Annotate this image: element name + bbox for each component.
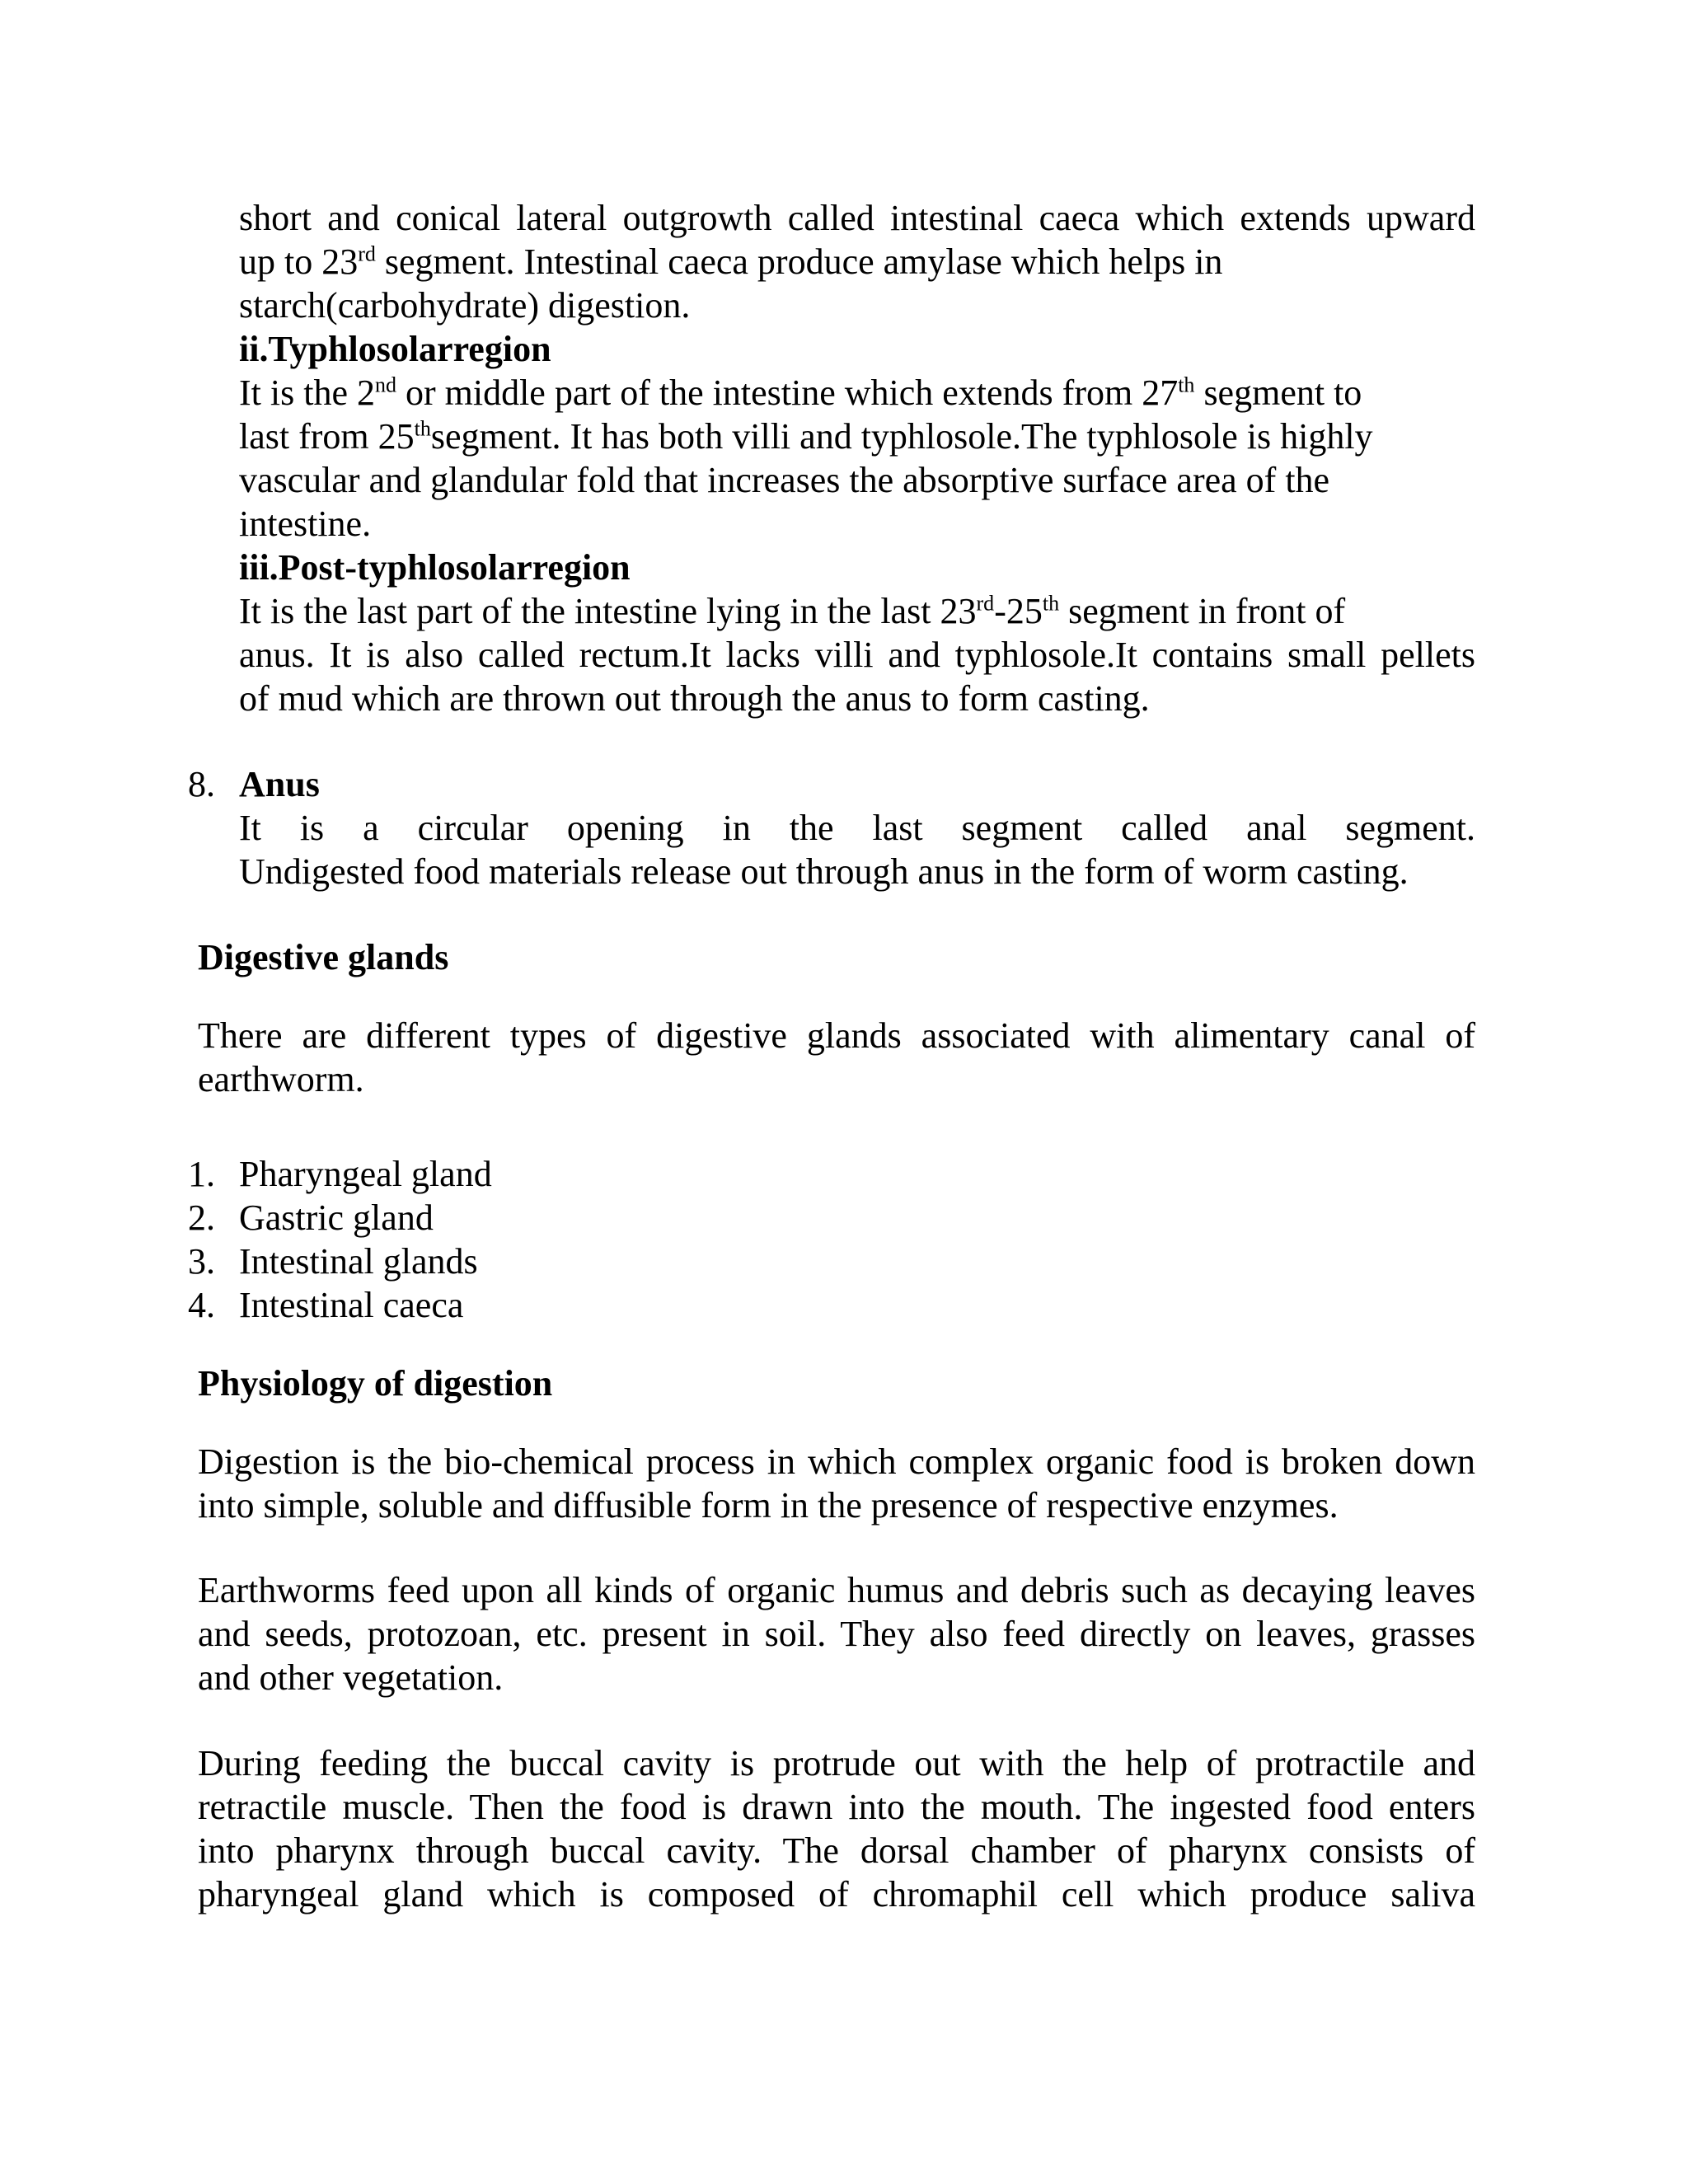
intestinal-caeca-paragraph bbox=[239, 196, 1475, 327]
digestive-glands-heading-block bbox=[198, 935, 1475, 979]
text-line: short and conical lateral outgrowth called intestinal caeca which extends upward bbox=[239, 198, 1475, 238]
list-item: Gastric gland bbox=[239, 1197, 434, 1238]
text-line: It is the last part of the intestine lying in the last 23rd-25th segment in front of bbox=[239, 591, 1346, 631]
section-heading: Physiology of digestion bbox=[198, 1363, 553, 1404]
text-line: earthworm. bbox=[198, 1059, 364, 1099]
physiology-paragraph-1 bbox=[198, 1440, 1475, 1527]
section-heading: Digestive glands bbox=[198, 937, 449, 977]
list-number: 4. bbox=[188, 1285, 215, 1325]
text-line: It is the 2nd or middle part of the intestine which extends from 27th segment to bbox=[239, 373, 1362, 413]
text-line: retractile muscle. Then the food is drawn into the mouth. The ingested food enters bbox=[198, 1787, 1475, 1827]
section-heading: ii.Typhlosolarregion bbox=[239, 329, 551, 369]
section-heading: iii.Post-typhlosolarregion bbox=[239, 547, 631, 588]
text-line: of mud which are thrown out through the anus to form casting. bbox=[239, 678, 1150, 719]
text-line: There are different types of digestive glands associated with alimentary canal of bbox=[198, 1015, 1475, 1056]
physiology-heading-block bbox=[198, 1361, 1475, 1405]
list-item: Intestinal caeca bbox=[239, 1285, 464, 1325]
post-typhlosolar-region-section bbox=[239, 546, 1475, 720]
section-heading: Anus bbox=[239, 764, 320, 804]
physiology-paragraph-2 bbox=[198, 1568, 1475, 1699]
text-line: starch(carbohydrate) digestion. bbox=[239, 285, 691, 326]
text-line: vascular and glandular fold that increases the absorptive surface area of the bbox=[239, 460, 1330, 500]
text-line: and other vegetation. bbox=[198, 1657, 504, 1698]
text-line: last from 25thsegment. It has both villi and typhlosole.The typhlosole is highly bbox=[239, 416, 1373, 457]
list-number: 3. bbox=[188, 1241, 215, 1282]
list-number: 2. bbox=[188, 1197, 215, 1238]
text-line: It is a circular opening in the last segment called anal segment. bbox=[239, 808, 1475, 848]
text-line: Earthworms feed upon all kinds of organic humus and debris such as decaying leaves bbox=[198, 1570, 1475, 1610]
anus-section bbox=[239, 762, 1475, 893]
list-item: Pharyngeal gland bbox=[239, 1154, 492, 1194]
text-line: pharyngeal gland which is composed of chromaphil cell which produce saliva bbox=[198, 1874, 1475, 1915]
list-item: Intestinal glands bbox=[239, 1241, 478, 1282]
text-line: up to 23rd segment. Intestinal caeca produce amylase which helps in bbox=[239, 241, 1223, 282]
text-line: into simple, soluble and diffusible form in the presence of respective enzymes. bbox=[198, 1485, 1339, 1526]
text-line: During feeding the buccal cavity is protrude out with the help of protractile and bbox=[198, 1743, 1475, 1783]
text-line: Digestion is the bio-chemical process in which complex organic food is broken down bbox=[198, 1441, 1475, 1482]
typhlosolar-region-section bbox=[239, 327, 1475, 546]
text-line: anus. It is also called rectum.It lacks villi and typhlosole.It contains small pellets bbox=[239, 635, 1475, 675]
text-line: and seeds, protozoan, etc. present in soil. They also feed directly on leaves, grasses bbox=[198, 1614, 1475, 1654]
digestive-glands-intro bbox=[198, 1014, 1475, 1101]
list-number: 1. bbox=[188, 1154, 215, 1194]
text-line: into pharynx through buccal cavity. The dorsal chamber of pharynx consists of bbox=[198, 1830, 1475, 1871]
text-line: Undigested food materials release out through anus in the form of worm casting. bbox=[239, 851, 1409, 892]
physiology-paragraph-3 bbox=[198, 1741, 1475, 1916]
list-number: 8. bbox=[188, 764, 215, 804]
text-line: intestine. bbox=[239, 504, 372, 544]
